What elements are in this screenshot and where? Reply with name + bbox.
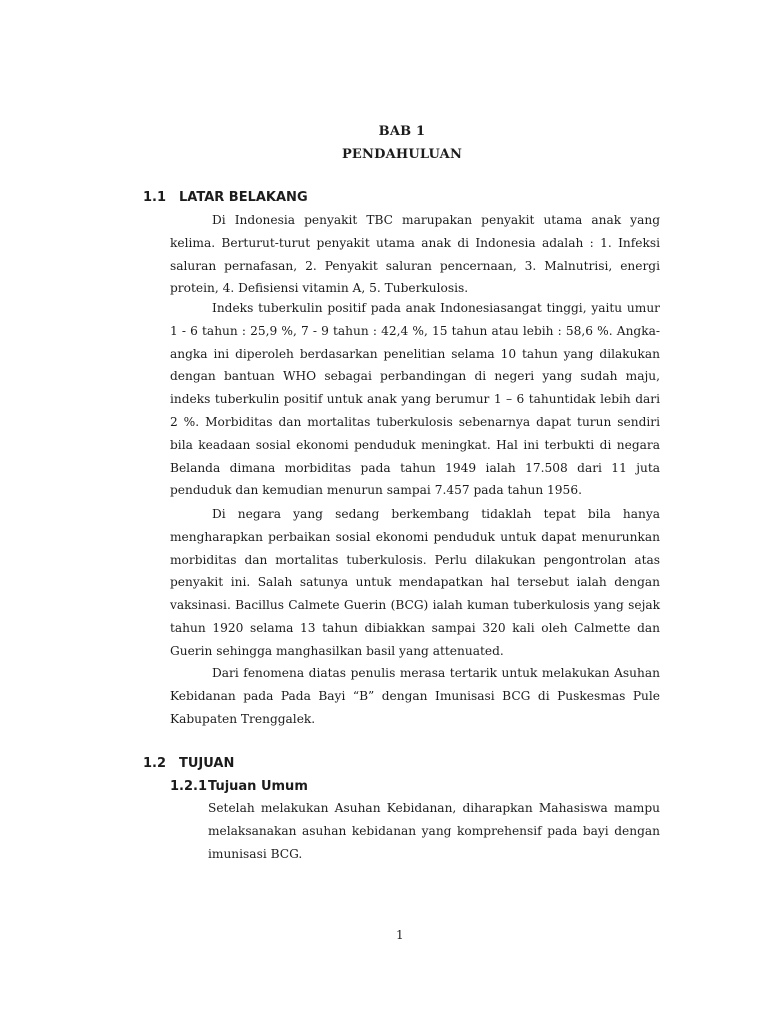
section-title: LATAR BELAKANG [179, 190, 308, 205]
paragraph-latar-2: Indeks tuberkulin positif pada anak Indonesiasangat tinggi, yaitu umur 1 - 6 tahun : 25,9 %, 7 - 9 tahun : 42,4 %, 15 tahun atau lebih : 58,6 %. Angka-angka ini diperoleh berdasarkan penelitian selama 10 tahun yang dilakukan dengan bantuan WHO sebagai perbandingan di negeri yang sudah maju, indeks tuberkulin positif untuk anak yang berumur 1 – 6 tahuntidak lebih dari 2 %. Morbiditas dan mortalitas tuberkulosis sebenarnya dapat turun sendiri bila keadaan sosial ekonomi penduduk meningkat. Hal ini terbukti di negara Belanda dimana morbiditas pada tahun 1949 ialah 17.508 dari 11 juta penduduk dan kemudian menurun sampai 7.457 pada tahun 1956. [170, 301, 660, 498]
paragraph-latar-3: Di negara yang sedang berkembang tidaklah tepat bila hanya mengharapkan perbaikan sosial ekonomi penduduk untuk dapat menurunkan morbiditas dan mortalitas tuberkulosis. Perlu dilakukan pengontrolan atas penyakit ini. Salah satunya untuk mendapatkan hal tersebut ialah dengan vaksinasi. Bacillus Calmete Guerin (BCG) ialah kuman tuberkulosis yang sejak tahun 1920 selama 13 tahun dibiakkan sampai 320 kali oleh Calmette dan Guerin sehingga manghasilkan basil yang attenuated. [170, 507, 660, 658]
section-number: 1.1 [143, 190, 167, 205]
chapter-title: PENDAHULUAN [341, 147, 463, 162]
paragraph-latar-4: Dari fenomena diatas penulis merasa tertarik untuk melakukan Asuhan Kebidanan pada Pada Bayi “B” dengan Imunisasi BCG di Puskesmas Pule Kabupaten Trenggalek. [170, 666, 660, 726]
chapter-label: BAB 1 [378, 124, 426, 139]
section-heading-1-2 [143, 756, 234, 771]
subsection-number: 1.2.1 [170, 779, 208, 794]
paragraph-tujuan-umum: Setelah melakukan Asuhan Kebidanan, diharapkan Mahasiswa mampu melaksanakan asuhan kebidanan yang komprehensif pada bayi dengan imunisasi BCG. [208, 801, 660, 861]
page-number: 1 [396, 928, 404, 942]
section-title: TUJUAN [179, 756, 235, 771]
section-heading-1-1 [143, 190, 308, 205]
subsection-title: Tujuan Umum [208, 779, 308, 794]
paragraph-latar-1: Di Indonesia penyakit TBC marupakan penyakit utama anak yang kelima. Berturut-turut penyakit utama anak di Indonesia adalah : 1. Infeksi saluran pernafasan, 2. Penyakit saluran pencernaan, 3. Malnutrisi, energi protein, 4. Defisiensi vitamin A, 5. Tuberkulosis. [170, 213, 660, 296]
subsection-heading-1-2-1 [170, 779, 308, 794]
section-number: 1.2 [143, 756, 167, 771]
